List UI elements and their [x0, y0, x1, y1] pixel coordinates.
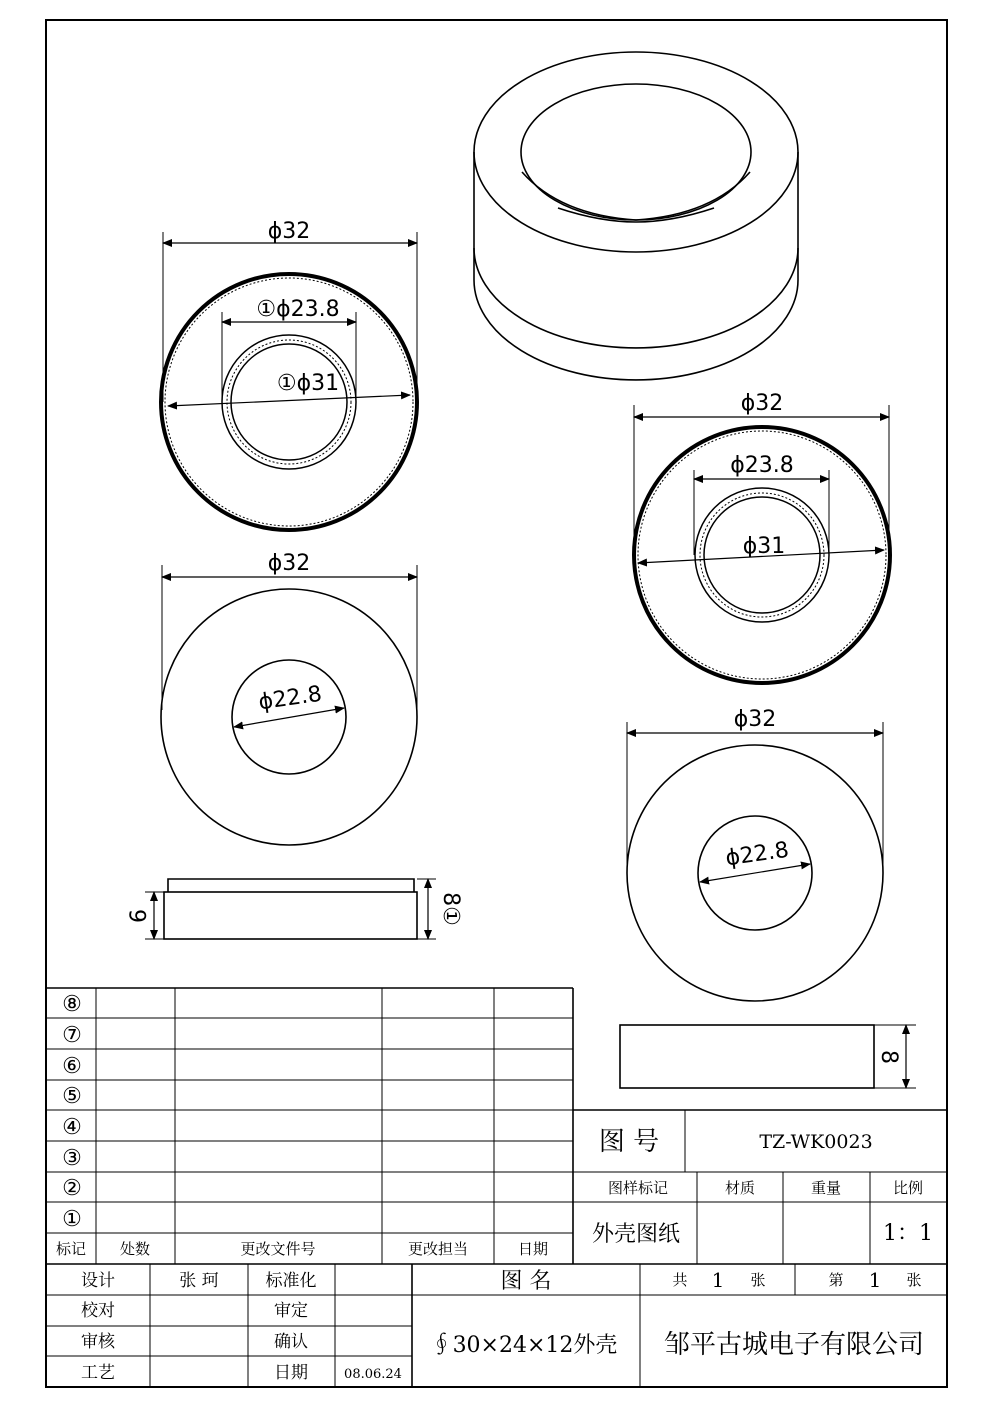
side-view-right — [620, 1025, 916, 1088]
drawing-name-value: ∮30×24×12外壳 — [430, 1333, 618, 1358]
front-view-top-left — [161, 219, 417, 530]
header-date: 日期 — [517, 1240, 549, 1258]
revision-mark: ⑦ — [62, 1023, 82, 1048]
front-view-right — [634, 391, 890, 683]
designer-name: 张 珂 — [179, 1271, 219, 1291]
total-value: 1 — [711, 1268, 725, 1292]
page-value: 1 — [868, 1268, 882, 1292]
isometric-ring-view — [474, 52, 798, 380]
confirm-label: 确认 — [274, 1332, 308, 1352]
revision-mark: ③ — [62, 1146, 82, 1171]
sample-mark-value: 外壳图纸 — [591, 1222, 681, 1247]
outer-dia-label: ϕ32 — [267, 551, 311, 576]
revision-row-markers — [62, 992, 82, 1232]
drawing-name-label: 图 名 — [500, 1269, 552, 1294]
revision-headers — [56, 1240, 548, 1258]
drawing-no-label: 图 号 — [598, 1127, 660, 1157]
revision-mark: ② — [62, 1176, 82, 1201]
scale-value: 1：1 — [883, 1221, 933, 1246]
revision-mark: ⑧ — [62, 992, 82, 1017]
date-label: 日期 — [274, 1363, 308, 1383]
drawing-no-value: TZ-WK0023 — [759, 1131, 873, 1153]
header-count: 处数 — [119, 1240, 151, 1258]
height-total-label: 8① — [438, 892, 463, 926]
revision-mark: ⑤ — [62, 1084, 82, 1109]
washer-view-left — [161, 551, 417, 845]
standard-label: 标准化 — [265, 1271, 317, 1291]
weight-label: 重量 — [810, 1179, 842, 1197]
design-label: 设计 — [81, 1271, 115, 1291]
height-label: 8 — [876, 1050, 901, 1064]
total-unit: 张 — [750, 1271, 766, 1289]
outer-dia-label: ϕ32 — [267, 219, 311, 244]
approve-label: 审定 — [274, 1301, 308, 1321]
revision-table — [46, 988, 947, 1264]
header-change-owner: 更改担当 — [407, 1240, 469, 1258]
dim-line-mid — [168, 395, 410, 406]
height-small-label: 6 — [127, 909, 152, 923]
mid-dia-label: ϕ31 — [742, 534, 786, 559]
process-label: 工艺 — [81, 1363, 115, 1383]
material-label: 材质 — [724, 1179, 756, 1197]
header-mark: 标记 — [55, 1240, 87, 1258]
scale-label: 比例 — [892, 1179, 924, 1197]
company-name: 邹平古城电子有限公司 — [663, 1330, 925, 1360]
inner-dia-label: ϕ23.8 — [730, 453, 794, 478]
date-value: 08.06.24 — [344, 1367, 402, 1382]
sample-mark-label: 图样标记 — [607, 1179, 669, 1197]
total-label: 共 — [672, 1271, 688, 1289]
page-unit: 张 — [906, 1271, 922, 1289]
page-label: 第 — [828, 1271, 844, 1289]
side-view-left — [145, 879, 436, 939]
check-label: 校对 — [81, 1301, 115, 1321]
outer-dia-label: ϕ32 — [740, 391, 784, 416]
washer-view-right — [627, 707, 883, 1001]
inner-dia-label: ϕ22.8 — [257, 681, 324, 716]
revision-mark: ⑥ — [62, 1054, 82, 1079]
inner-dia-label: ϕ22.8 — [724, 837, 791, 872]
revision-mark: ④ — [62, 1115, 82, 1140]
review-label: 审核 — [81, 1332, 115, 1352]
header-change-doc: 更改文件号 — [240, 1240, 316, 1258]
inner-dia-label: ①ϕ23.8 — [256, 297, 340, 322]
outer-dia-label: ϕ32 — [733, 707, 777, 732]
revision-mark: ① — [62, 1207, 82, 1232]
mid-dia-label: ①ϕ31 — [276, 371, 340, 396]
